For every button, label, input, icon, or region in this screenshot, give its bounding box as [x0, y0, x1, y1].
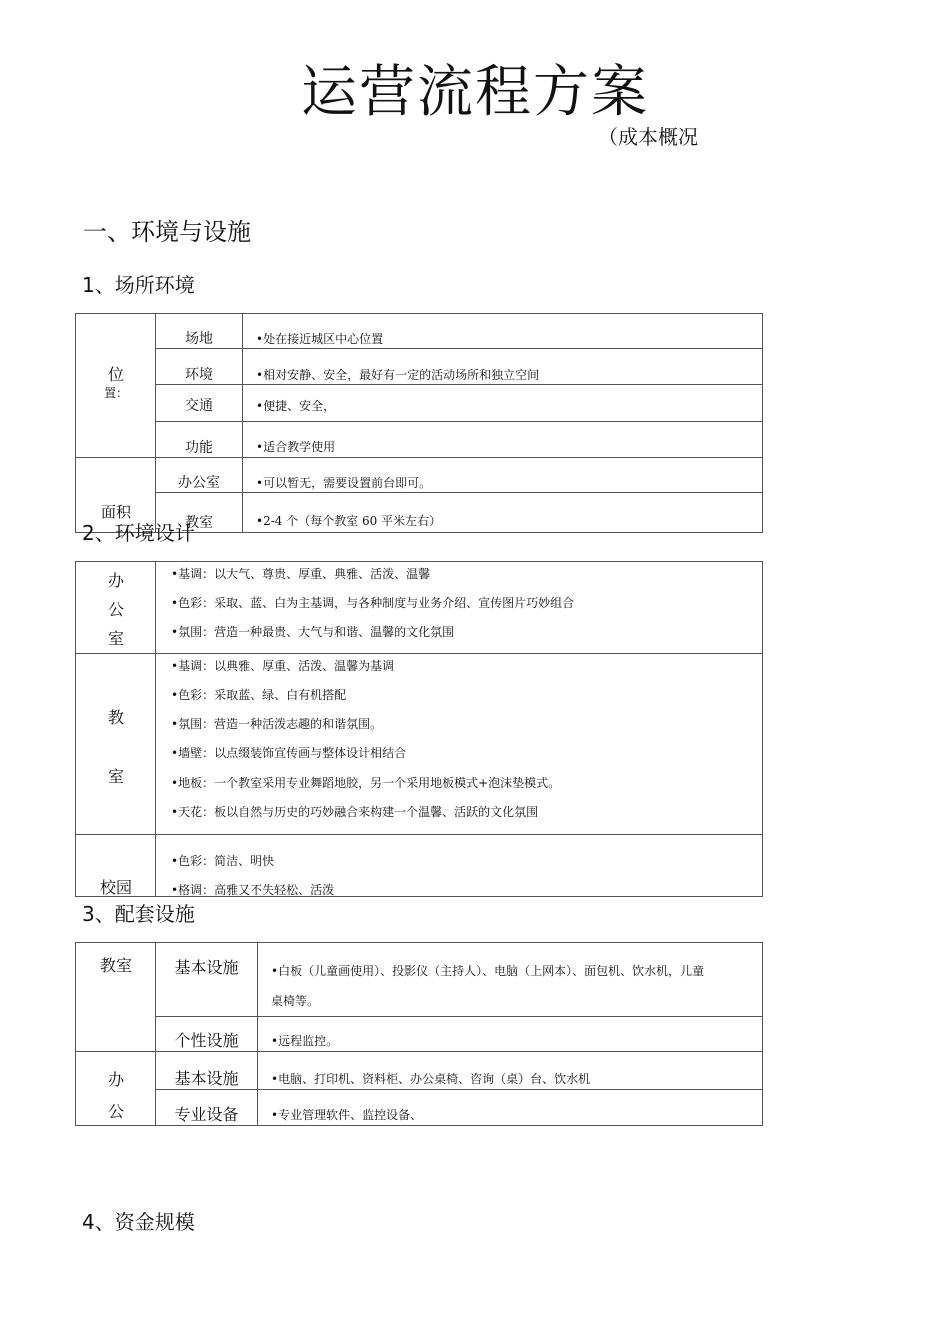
subsection-heading-design: 2、环境设计 [82, 521, 195, 545]
table-row-label: 基本设施 [156, 1052, 258, 1090]
table-row-label: 个性设施 [156, 1017, 258, 1052]
table-row-label: 环境 [156, 349, 243, 385]
table-row-desc: •相对安静、安全，最好有一定的活动场所和独立空间 [243, 349, 763, 385]
office-label-char: 室 [107, 629, 124, 648]
location-sublabel: 置： [103, 386, 128, 400]
office-label-char: 公 [107, 600, 124, 619]
office-label-char: 办 [107, 571, 124, 590]
subsection-heading-facilities: 3、配套设施 [82, 902, 195, 926]
environment-design-table [75, 561, 763, 897]
campus-label: 校园 [99, 878, 132, 897]
table-row-desc: •白板（儿童画使用）、投影仪（主持人）、电脑（上网本）、面包机、饮水机，儿童 桌椅等。 [258, 943, 763, 1017]
classroom-label-char: 室 [107, 767, 124, 786]
design-line: •色彩：简洁、明快 [171, 854, 275, 868]
table-row-desc: •便捷、安全， [243, 385, 763, 422]
design-line: •色彩：采取、蓝、白为主基调，与各种制度与业务介绍、宣传图片巧妙组合 [171, 596, 575, 610]
classroom-label-char: 教 [107, 708, 124, 727]
table-row-label: 功能 [156, 422, 243, 458]
subsection-heading-funding: 4、资金规模 [82, 1210, 195, 1234]
office-facility-label-char: 公 [107, 1102, 124, 1121]
location-label-cell [76, 314, 156, 458]
table-row-label: 专业设备 [156, 1090, 258, 1126]
campus-design-cell [156, 835, 763, 897]
office-facility-label-cell [76, 1052, 156, 1126]
design-line: •基调：以典雅、厚重、活泼、温馨为基调 [171, 659, 395, 673]
table-row-desc: •可以暂无，需要设置前台即可。 [243, 458, 763, 493]
table-row-desc: •2-4 个（每个教室 60 平米左右） [243, 493, 763, 533]
campus-label-cell [76, 835, 156, 897]
facilities-table [75, 942, 763, 1126]
subsection-heading-site: 1、场所环境 [82, 273, 195, 297]
design-line: •基调：以大气、尊贵、厚重、典雅、活泼、温馨 [171, 567, 431, 581]
table-row-desc: •专业管理软件、监控设备、 [258, 1090, 763, 1126]
table-row-desc: •电脑、打印机、资料柜、办公桌椅、咨询（桌）台、饮水机 [258, 1052, 763, 1090]
table-row-label: 教室 [156, 493, 243, 533]
table-row-label: 办公室 [156, 458, 243, 493]
page-title: 运营流程方案 [301, 60, 649, 125]
classroom-facility-label-cell [76, 943, 156, 1052]
design-line: •氛围：营造一种活泼志趣的和谐氛围。 [171, 717, 383, 731]
classroom-facility-label: 教室 [99, 956, 132, 975]
table-row-label: 交通 [156, 385, 243, 422]
site-environment-table [75, 313, 763, 533]
location-label: 位 [107, 365, 124, 384]
design-line: •色彩：采取蓝、绿、白有机搭配 [171, 688, 347, 702]
office-facility-label-char: 办 [107, 1070, 124, 1089]
design-line: •墙壁：以点缀装饰宣传画与整体设计相结合 [171, 746, 407, 760]
table-row-label: 基本设施 [156, 943, 258, 1017]
table-row-desc: •处在接近城区中心位置 [243, 314, 763, 349]
table-row-desc: •远程监控。 [258, 1017, 763, 1052]
classroom-label-cell [76, 654, 156, 835]
design-line: •天花：板以自然与历史的巧妙融合来构建一个温馨、活跃的文化氛围 [171, 805, 539, 819]
table-row-label: 场地 [156, 314, 243, 349]
area-label: 面积 [100, 503, 131, 521]
section-heading-1: 一、环境与设施 [83, 218, 251, 246]
design-line: •地板：一个教室采用专业舞蹈地胶，另一个采用地板模式+泡沫垫模式。 [171, 776, 561, 790]
office-label-cell [76, 562, 156, 654]
design-line: •格调：高雅又不失轻松、活泼 [171, 883, 335, 897]
table-row-desc: •适合教学使用 [243, 422, 763, 458]
classroom-design-cell [156, 654, 763, 835]
page-subtitle: （成本概况 [598, 125, 698, 149]
design-line: •氛围：营造一种最贵、大气与和谐、温馨的文化氛围 [171, 625, 455, 639]
office-design-cell [156, 562, 763, 654]
